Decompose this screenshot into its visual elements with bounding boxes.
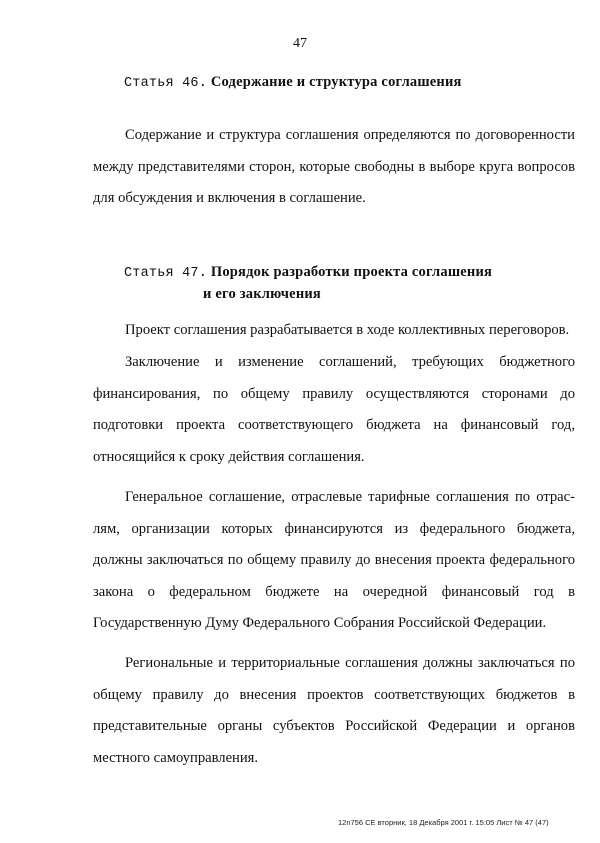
article-47-paragraph-2: Заключение и изменение соглашений, требующих бюджетного финансирования, по общему правилу осуществляются сторонами до подготовки проекта соответствующего бюджета на финансовый год, относящийся к сроку действия соглашения. — [93, 354, 575, 465]
article-47-paragraph-4: Региональные и территориальные соглашения должны заключаться по общему правилу до внесения проектов соответствующих бюджетов в представительные органы субъектов Российской Федерации и органов местного самоуправления. — [93, 655, 575, 766]
document-footer: 12n756 СЕ вторник, 18 Декабря 2001 г. 15:05 Лист № 47 (47) — [338, 818, 549, 827]
article-47-paragraph-1: Проект соглашения разрабатывается в ходе коллективных переговоров. — [125, 322, 570, 338]
article-47-paragraph-3: Генеральное соглашение, отраслевые тарифные соглашения по отраслям, организации которых финансируются из федерального бюджета, должны заключаться по общему правилу до внесения проекта федерального закона о федеральном бюджете на очередной финансовый год в Государственную Думу Федерального Собрания Российской Федерации. — [93, 489, 575, 631]
article-46-heading — [124, 74, 462, 91]
article-46-lead: Статья 46. — [124, 76, 208, 91]
article-47-heading — [124, 262, 492, 304]
page-number: 47 — [293, 36, 307, 51]
article-47-lead: Статья 47. — [124, 266, 208, 281]
article-47-title-line-2: и его заключения — [203, 286, 321, 302]
article-46-title: Содержание и структура соглашения — [210, 74, 462, 90]
article-46-paragraph-1: Содержание и структура соглашения определяются по договоренности между представителями сторон, которые свободны в выборе круга вопросов для обсуждения и включения в соглашение. — [93, 127, 575, 206]
article-47-title-line-1: Порядок разработки проекта соглашения — [210, 264, 493, 280]
